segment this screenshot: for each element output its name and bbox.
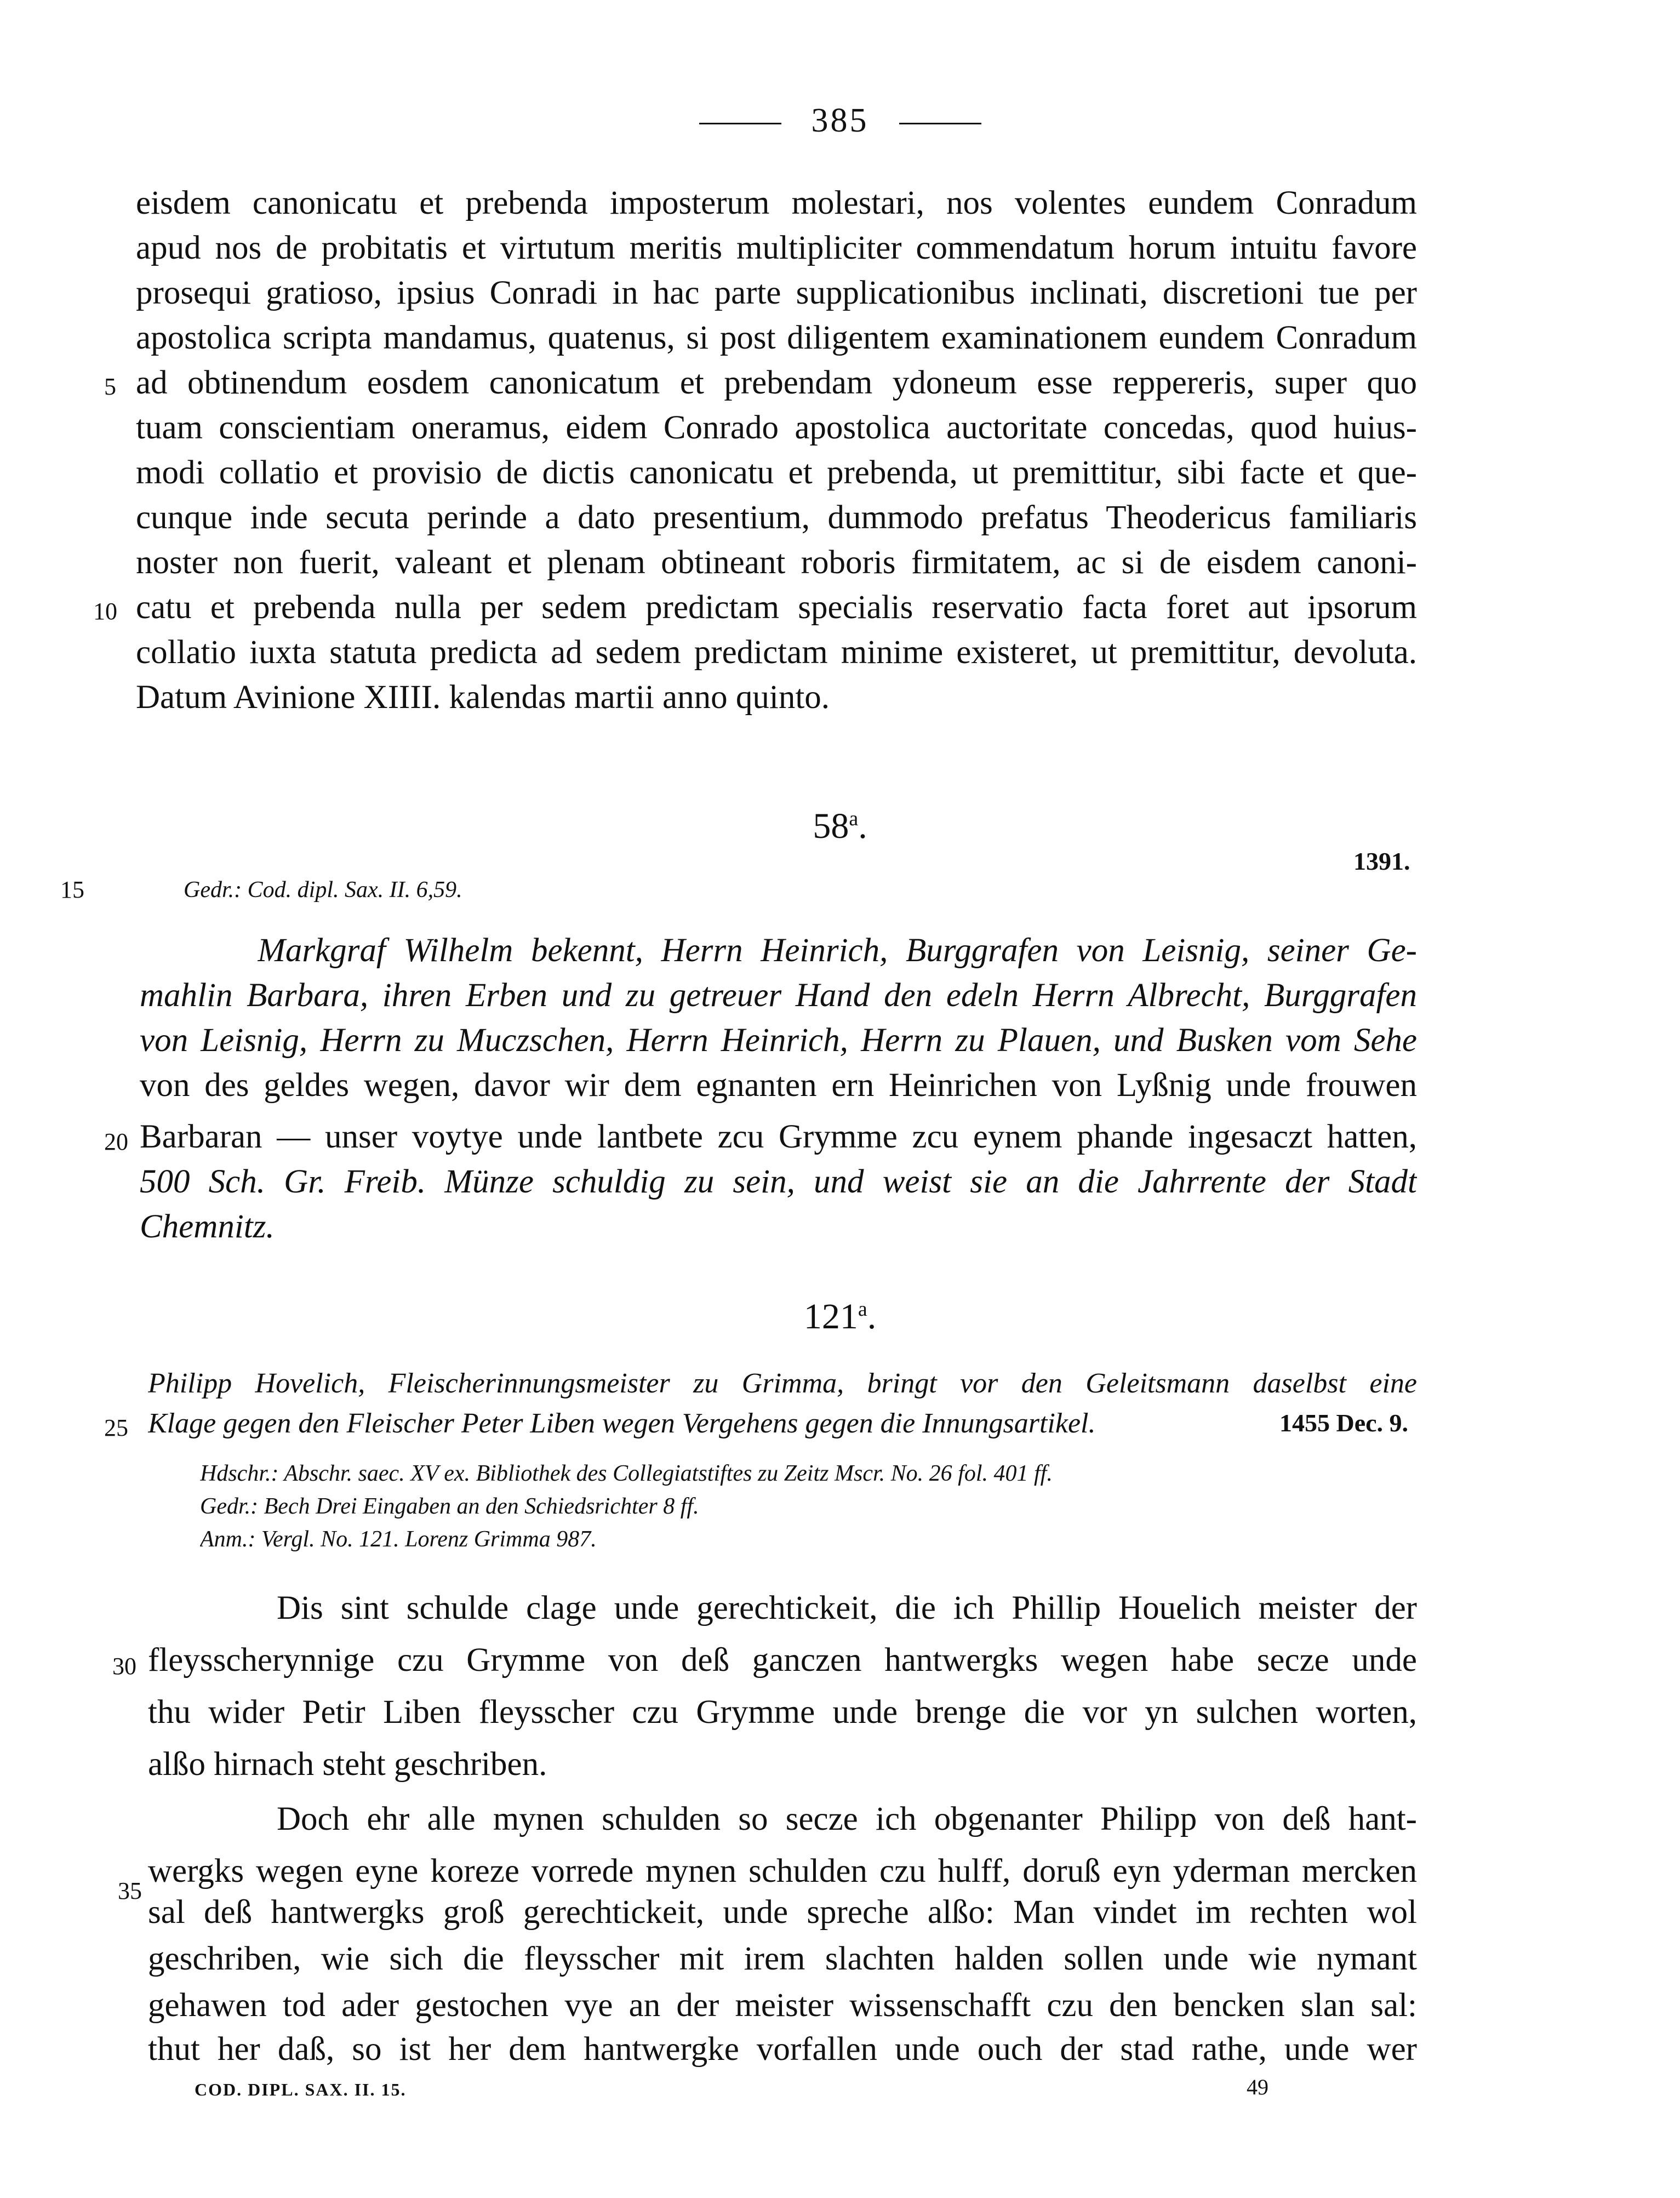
line-number: 10 bbox=[93, 598, 117, 625]
text-line: apostolica scripta mandamus, quatenus, si post diligentem examinationem eundem Conradum bbox=[136, 319, 1417, 356]
regest-line: Philipp Hovelich, Fleischerinnungsmeister zu Grimma, bringt vor den Geleitsmann daselbst eine bbox=[148, 1368, 1417, 1399]
signature-mark: 49 bbox=[1247, 2075, 1268, 2099]
regest-line: 500 Sch. Gr. Freib. Münze schuldig zu sein, und weist sie an die Jahrrente der Stadt bbox=[140, 1163, 1417, 1200]
text-line: apud nos de probitatis et virtutum meritis multipliciter commendatum horum intuitu favore bbox=[136, 230, 1417, 266]
print-note: Gedr.: Bech Drei Eingaben an den Schiedsrichter 8 ff. bbox=[200, 1494, 699, 1519]
quote-line: Barbaran — unser voytye unde lantbete zcu Grymme zcu eynem phande ingesaczt hatten, bbox=[140, 1118, 1417, 1155]
doc-number: 58 bbox=[813, 806, 849, 846]
text-line: tuam conscientiam oneramus, eidem Conrado apostolica auctoritate concedas, quod huius- bbox=[136, 409, 1417, 446]
text-line: ad obtinendum eosdem canonicatum et prebendam ydoneum esse reppereris, super quo bbox=[136, 364, 1417, 401]
regest-line: Markgraf Wilhelm bekennt, Herrn Heinrich, Burggrafen von Leisnig, seiner Ge- bbox=[258, 932, 1417, 969]
line-number: 20 bbox=[104, 1128, 128, 1155]
doc-number: 121 bbox=[803, 1297, 858, 1337]
quote-line: von des geldes wegen, davor wir dem egnanten ern Heinrichen von Lyßnig unde frouwen bbox=[140, 1067, 1417, 1104]
text-line: Dis sint schulde clage unde gerechtickeit, die ich Phillip Houelich meister der bbox=[277, 1590, 1417, 1626]
line-number: 30 bbox=[112, 1653, 136, 1680]
text-line: prosequi gratioso, ipsius Conradi in hac parte supplicationibus inclinati, discretioni tue per bbox=[136, 275, 1417, 311]
line-number: 35 bbox=[118, 1877, 142, 1904]
text-line: alßo hirnach steht geschriben. bbox=[148, 1746, 547, 1783]
text-line: Doch ehr alle mynen schulden so secze ich obgenanter Philipp von deß hant- bbox=[277, 1801, 1417, 1837]
line-number: 25 bbox=[104, 1414, 128, 1441]
text-line: sal deß hantwergks groß gerechtickeit, unde spreche alßo: Man vindet im rechten wol bbox=[148, 1894, 1417, 1931]
text-line: modi collatio et provisio de dictis canonicatu et prebenda, ut premittitur, sibi facte et que- bbox=[136, 454, 1417, 491]
text-line: cunque inde secuta perinde a dato presentium, dummodo prefatus Theodericus familiaris bbox=[136, 499, 1417, 536]
text-line: geschriben, wie sich die fleysscher mit irem slachten halden sollen unde wie nymant bbox=[148, 1940, 1417, 1977]
doc-number-period: . bbox=[867, 1297, 877, 1337]
regest-line: mahlin Barbara, ihren Erben und zu getreuer Hand den edeln Herrn Albrecht, Burggrafen bbox=[140, 977, 1417, 1014]
remark-note: Anm.: Vergl. No. 121. Lorenz Grimma 987. bbox=[200, 1527, 597, 1552]
regest-line: Klage gegen den Fleischer Peter Liben wegen Vergehens gegen die Innungsartikel. bbox=[148, 1408, 1096, 1439]
document-number-58a bbox=[0, 806, 1680, 847]
text-line: thu wider Petir Liben fleysscher czu Grymme unde brenge die vor yn sulchen worten, bbox=[148, 1694, 1417, 1731]
text-line: wergks wegen eyne koreze vorrede mynen schulden czu hulff, doruß eyn yderman mercken bbox=[148, 1853, 1417, 1889]
manuscript-note: Hdschr.: Abschr. saec. XV ex. Bibliothek des Collegiatstiftes zu Zeitz Mscr. No. 26 fol. 401 ff. bbox=[200, 1461, 1053, 1486]
line-number: 15 bbox=[60, 876, 84, 903]
line-number: 5 bbox=[104, 373, 116, 400]
text-line: noster non fuerit, valeant et plenam obtineant roboris firmitatem, ac si de eisdem canoni- bbox=[136, 544, 1417, 581]
regest-line: von Leisnig, Herrn zu Muczschen, Herrn Heinrich, Herrn zu Plauen, und Busken vom Sehe bbox=[140, 1022, 1417, 1059]
date-121a: 1455 Dec. 9. bbox=[1279, 1409, 1409, 1437]
regest-line: Chemnitz. bbox=[140, 1208, 275, 1245]
doc-number-superscript: a bbox=[858, 1298, 867, 1321]
date-58a: 1391. bbox=[1353, 847, 1410, 875]
print-reference: Gedr.: Cod. dipl. Sax. II. 6,59. bbox=[184, 877, 462, 903]
text-line: catu et prebenda nulla per sedem predictam specialis reservatio facta foret aut ipsorum bbox=[136, 589, 1417, 626]
text-line: fleysscherynnige czu Grymme von deß ganczen hantwergks wegen habe secze unde bbox=[148, 1642, 1417, 1679]
document-number-121a bbox=[0, 1296, 1680, 1338]
text-line: collatio iuxta statuta predicta ad sedem predictam minime existeret, ut premittitur, devoluta. bbox=[136, 634, 1417, 671]
text-line: gehawen tod ader gestochen vye an der meister wissenschafft czu den bencken slan sal: bbox=[148, 1987, 1417, 2024]
page-number: 385 bbox=[811, 102, 869, 139]
page-header bbox=[0, 101, 1680, 140]
header-rule-left bbox=[699, 123, 781, 124]
text-line: Datum Avinione XIIII. kalendas martii anno quinto. bbox=[136, 679, 830, 716]
doc-number-superscript: a bbox=[849, 807, 859, 830]
header-rule-right bbox=[899, 123, 981, 124]
text-line: eisdem canonicatu et prebenda imposterum molestari, nos volentes eundem Conradum bbox=[136, 185, 1417, 221]
doc-number-period: . bbox=[858, 806, 867, 846]
text-line: thut her daß, so ist her dem hantwergke vorfallen unde ouch der stad rathe, unde wer bbox=[148, 2031, 1417, 2068]
footer-series: COD. DIPL. SAX. II. 15. bbox=[195, 2080, 407, 2099]
